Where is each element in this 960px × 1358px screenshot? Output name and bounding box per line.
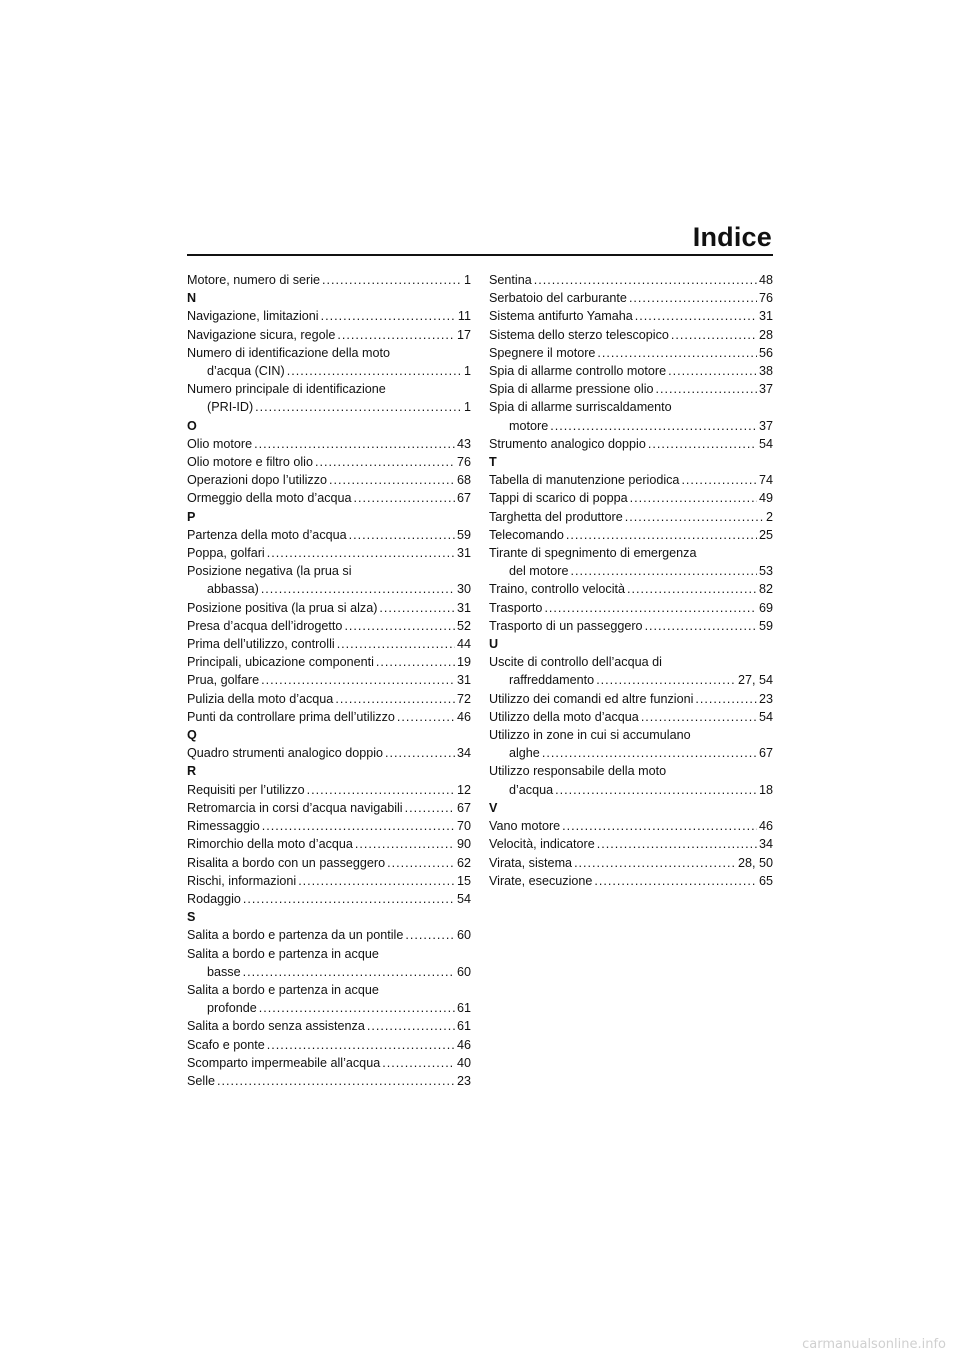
dot-leader [385,744,455,762]
index-entry-text: Trasporto di un passeggero [489,618,643,633]
index-entry [187,926,471,944]
dot-leader [262,817,455,835]
index-entry-page: 67 [456,800,471,815]
index-entry [187,708,471,726]
index-entry-page: 90 [456,837,471,852]
index-entry-text: Spia di allarme controllo motore [489,364,667,379]
index-entry-text: Rimessaggio [187,819,260,834]
index-entry-page: 23 [456,1073,471,1088]
index-entry-page: 54 [758,436,773,451]
index-entry-text: d’acqua (CIN) [207,364,285,379]
index-section-letter: V [489,800,498,815]
index-entry [187,453,471,471]
dot-leader [405,926,455,944]
index-entry [187,326,471,344]
index-entry-text: Utilizzo in zone in cui si accumulano [489,728,691,743]
index-entry-text: Ormeggio della moto d’acqua [187,491,352,506]
index-entry-text: Vano motore [489,819,561,834]
index-entry-text: Olio motore [187,436,253,451]
index-entry-page: 1 [463,400,471,415]
dot-leader [355,835,455,853]
index-section-letter: R [187,764,197,779]
index-section-letter: Q [187,728,197,743]
dot-leader [217,1072,455,1090]
index-entry [489,872,773,890]
index-entry-page: 76 [758,291,773,306]
index-entry-text: abbassa) [207,582,259,597]
index-entry-page: 15 [456,873,471,888]
index-entry [187,890,471,908]
index-entry-page: 40 [456,1055,471,1070]
dot-leader [261,580,455,598]
dot-leader [255,398,462,416]
index-entry-page: 60 [456,964,471,979]
index-entry-page: 18 [758,782,773,797]
dot-leader [354,489,455,507]
dot-leader [344,617,455,635]
index-entry [489,380,773,398]
index-entry-text: Navigazione sicura, regole [187,327,336,342]
index-entry-text: Velocità, indicatore [489,837,595,852]
index-entry-page: 2 [765,509,773,524]
index-entry-text: Posizione negativa (la prua si [187,564,352,579]
index-entry-page: 12 [456,782,471,797]
index-entry-text: basse [207,964,241,979]
index-entry-page: 28 [758,327,773,342]
dot-leader [534,271,757,289]
index-entry-page: 53 [758,564,773,579]
index-entry-text: Salita a bordo e partenza in acque [187,946,379,961]
index-entry-text: Prua, golfare [187,673,260,688]
index-entry-page: 25 [758,527,773,542]
index-entry-page: 70 [456,819,471,834]
index-entry [489,617,773,635]
index-entry [489,835,773,853]
index-entry [489,526,773,544]
index-entry [187,945,471,981]
index-entry-page: 11 [457,309,471,324]
index-entry-page: 74 [758,473,773,488]
index-entry-page: 67 [758,746,773,761]
dot-leader [397,708,455,726]
index-entry-page: 30 [456,582,471,597]
dot-leader [671,326,757,344]
index-entry-text: Sentina [489,273,532,287]
index-entry-page: 37 [758,382,773,397]
index-entry-page: 69 [758,600,773,615]
index-entry [489,817,773,835]
index-entry-text: Retromarcia in corsi d’acqua navigabili [187,800,403,815]
index-entry [489,326,773,344]
index-entry-page: 46 [456,709,471,724]
index-entry [187,544,471,562]
index-entry-text: Posizione positiva (la prua si alza) [187,600,378,615]
dot-leader [307,781,455,799]
index-entry [187,471,471,489]
index-entry-text: Tappi di scarico di poppa [489,491,628,506]
index-entry [489,344,773,362]
dot-leader [349,526,455,544]
index-entry-text: Risalita a bordo con un passeggero [187,855,386,870]
dot-leader [243,890,455,908]
dot-leader [597,344,757,362]
index-entry-text: Salita a bordo e partenza in acque [187,982,379,997]
index-entry [489,544,773,580]
index-entry-text: Partenza della moto d’acqua [187,527,347,542]
index-entry-text: d’acqua [509,782,554,797]
index-entry-page: 48 [758,273,773,287]
index-entry-text: del motore [509,564,569,579]
index-entry-page: 62 [456,855,471,870]
index-entry-page: 56 [758,345,773,360]
dot-leader [267,1036,455,1054]
dot-leader [597,835,757,853]
index-entry [187,817,471,835]
index-entry [489,435,773,453]
index-entry-text: Operazioni dopo l’utilizzo [187,473,328,488]
index-entry-page: 19 [456,655,471,670]
index-entry-text: Strumento analogico doppio [489,436,646,451]
index-entry-text: (PRI-ID) [207,400,254,415]
dot-leader [629,289,757,307]
index-entry [187,489,471,507]
index-entry-text: Tabella di manutenzione periodica [489,473,680,488]
index-entry [187,799,471,817]
dot-leader [630,489,757,507]
index-entry [187,1054,471,1072]
index-entry [187,671,471,689]
index-entry-text: alghe [509,746,540,761]
index-entry [187,1072,471,1090]
index-entry-page: 68 [456,473,471,488]
dot-leader [261,671,455,689]
index-entry-text: Utilizzo responsabile della moto [489,764,667,779]
index-entry-page: 44 [456,637,471,652]
index-entry-text: Punti da controllare prima dell’utilizzo [187,709,395,724]
index-entry-page: 54 [456,891,471,906]
index-entry [187,599,471,617]
dot-leader [594,872,757,890]
index-entry [489,362,773,380]
index-entry-text: Sistema antifurto Yamaha [489,309,633,324]
index-entry-text: Rischi, informazioni [187,873,297,888]
index-entry [489,708,773,726]
index-entry-text: Uscite di controllo dell’acqua di [489,655,662,670]
index-entry-page: 31 [456,600,471,615]
index-entry-text: Pulizia della moto d’acqua [187,691,334,706]
dot-leader [550,417,757,435]
dot-leader [382,1054,455,1072]
index-entry [489,398,773,434]
index-entry [489,489,773,507]
index-entry-text: motore [509,418,549,433]
index-entry [489,690,773,708]
dot-leader [322,271,462,289]
dot-leader [656,380,757,398]
index-entry-page: 49 [758,491,773,506]
index-entry-page: 28, 50 [737,855,773,870]
index-entry-text: Utilizzo della moto d’acqua [489,709,639,724]
dot-leader [695,690,757,708]
index-entry [187,653,471,671]
index-entry-text: Scomparto impermeabile all’acqua [187,1055,381,1070]
index-entry-text: Telecomando [489,527,564,542]
index-entry [187,380,471,416]
dot-leader [379,599,455,617]
dot-leader [321,307,456,325]
dot-leader [641,708,757,726]
index-entry-text: Salita a bordo senza assistenza [187,1019,365,1034]
index-entry-text: raffreddamento [509,673,595,688]
dot-leader [376,653,455,671]
index-column-right [489,271,773,890]
footer-watermark: carmanualsonline.info [802,1337,946,1352]
index-entry-text: Spia di allarme pressione olio [489,382,654,397]
dot-leader [574,854,736,872]
index-entry [187,562,471,598]
dot-leader [335,690,455,708]
index-entry-text: Motore, numero di serie [187,273,320,287]
index-entry-text: Utilizzo dei comandi ed altre funzioni [489,691,694,706]
index-entry [489,508,773,526]
dot-leader [254,435,455,453]
index-entry [187,271,471,289]
index-entry-page: 38 [758,364,773,379]
index-entry [187,617,471,635]
index-entry-page: 46 [456,1037,471,1052]
dot-leader [337,635,455,653]
index-entry-text: Numero principale di identificazione [187,382,386,397]
index-entry-text: Spegnere il motore [489,345,596,360]
index-entry [187,981,471,1017]
index-entry-text: Traino, controllo velocità [489,582,626,597]
index-section-letter: T [489,455,497,470]
index-entry-text: Requisiti per l’utilizzo [187,782,305,797]
index-entry [489,580,773,598]
index-entry [187,744,471,762]
index-entry-page: 61 [456,1019,471,1034]
index-section-letter: S [187,910,196,925]
index-entry-page: 1 [463,364,471,379]
dot-leader [648,435,757,453]
index-entry-page: 76 [456,455,471,470]
index-entry-text: Salita a bordo e partenza da un pontile [187,928,404,943]
index-entry-text: profonde [207,1001,257,1016]
index-entry-text: Principali, ubicazione componenti [187,655,374,670]
title-divider [187,254,773,256]
index-entry-page: 23 [758,691,773,706]
dot-leader [259,999,455,1017]
index-column-left [187,271,471,1090]
dot-leader [681,471,757,489]
index-entry-page: 27, 54 [737,673,773,688]
dot-leader [287,362,462,380]
index-entry [489,599,773,617]
index-entry-page: 61 [456,1001,471,1016]
dot-leader [596,671,736,689]
index-entry-text: Rimorchio della moto d’acqua [187,837,353,852]
index-entry-page: 72 [456,691,471,706]
dot-leader [315,453,455,471]
index-entry-text: Targhetta del produttore [489,509,623,524]
index-entry-page: 54 [758,709,773,724]
index-entry-page: 31 [456,673,471,688]
index-entry-text: Navigazione, limitazioni [187,309,319,324]
dot-leader [387,854,455,872]
dot-leader [542,744,757,762]
index-entry-page: 60 [456,928,471,943]
index-entry-text: Virata, sistema [489,855,573,870]
index-entry-text: Tirante di spegnimento di emergenza [489,546,697,561]
dot-leader [544,599,757,617]
index-entry [187,526,471,544]
dot-leader [645,617,757,635]
index-entry-page: 65 [758,873,773,888]
index-entry-text: Poppa, golfari [187,546,265,561]
index-entry [489,471,773,489]
index-entry [187,635,471,653]
index-entry [489,289,773,307]
index-entry-page: 43 [456,436,471,451]
index-entry-text: Numero di identificazione della moto [187,345,391,360]
index-entry-page: 82 [758,582,773,597]
dot-leader [555,781,757,799]
index-entry-page: 17 [456,327,471,342]
dot-leader [329,471,455,489]
index-entry-text: Scafo e ponte [187,1037,265,1052]
index-entry-text: Prima dell’utilizzo, controlli [187,637,335,652]
index-entry [187,435,471,453]
index-entry [489,307,773,325]
index-entry [489,726,773,762]
index-entry [187,872,471,890]
index-entry-text: Presa d’acqua dell’idrogetto [187,618,343,633]
index-entry-text: Rodaggio [187,891,241,906]
index-entry-text: Olio motore e filtro olio [187,455,313,470]
dot-leader [562,817,757,835]
index-section-letter: O [187,418,197,433]
index-entry-page: 34 [456,746,471,761]
index-entry-text: Sistema dello sterzo telescopico [489,327,669,342]
dot-leader [405,799,455,817]
index-entry [187,835,471,853]
dot-leader [625,508,764,526]
index-entry [187,344,471,380]
index-entry-text: Spia di allarme surriscaldamento [489,400,672,415]
index-entry-page: 46 [758,819,773,834]
index-entry-text: Serbatoio del carburante [489,291,627,306]
index-entry [187,690,471,708]
index-entry-text: Trasporto [489,600,543,615]
index-entry [187,307,471,325]
dot-leader [627,580,757,598]
index-entry [489,854,773,872]
dot-leader [337,326,455,344]
index-entry-page: 59 [456,527,471,542]
index-section-letter: P [187,509,196,524]
dot-leader [668,362,757,380]
index-entry [489,653,773,689]
dot-leader [571,562,757,580]
dot-leader [367,1017,455,1035]
index-entry-page: 52 [456,618,471,633]
index-entry [187,781,471,799]
dot-leader [635,307,757,325]
dot-leader [566,526,757,544]
index-entry-page: 31 [456,546,471,561]
index-entry [489,271,773,289]
index-entry-text: Quadro strumenti analogico doppio [187,746,384,761]
index-entry-page: 37 [758,418,773,433]
page-title: Indice [692,222,772,252]
dot-leader [267,544,455,562]
index-entry-page: 34 [758,837,773,852]
index-entry-page: 31 [758,309,773,324]
index-entry [187,1036,471,1054]
index-entry-page: 59 [758,618,773,633]
index-entry-text: Virate, esecuzione [489,873,593,888]
index-entry [187,854,471,872]
index-entry-text: Selle [187,1073,216,1088]
index-entry-page: 1 [463,273,471,287]
index-entry [489,762,773,798]
index-section-letter: N [187,291,197,306]
dot-leader [243,963,455,981]
index-section-letter: U [489,637,499,652]
index-entry-page: 67 [456,491,471,506]
index-entry [187,1017,471,1035]
dot-leader [298,872,455,890]
